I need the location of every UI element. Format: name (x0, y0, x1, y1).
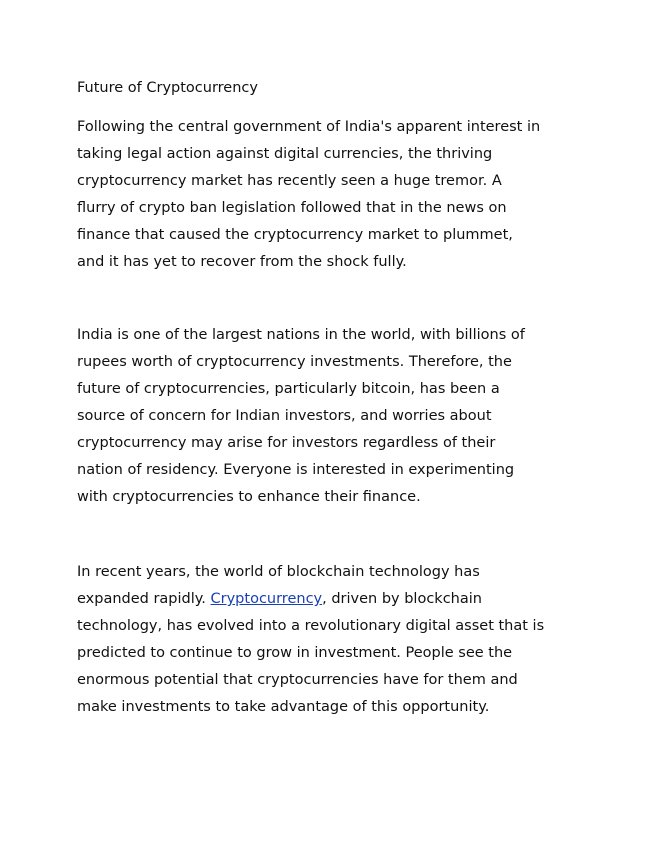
paragraph-line: finance that caused the cryptocurrency market to plummet, (77, 227, 513, 243)
paragraph-line: India is one of the largest nations in the world, with billions of (77, 327, 525, 343)
paragraph-line: with cryptocurrencies to enhance their finance. (77, 489, 421, 505)
link-suffix-text: , driven by blockchain (322, 591, 482, 607)
paragraph-line: source of concern for Indian investors, and worries about (77, 408, 492, 424)
paragraph-3 (77, 559, 592, 721)
cryptocurrency-link[interactable]: Cryptocurrency (210, 591, 323, 607)
link-prefix-text: expanded rapidly. (77, 591, 211, 607)
paragraph-line: enormous potential that cryptocurrencies have for them and (77, 672, 518, 688)
paragraph-line: rupees worth of cryptocurrency investments. Therefore, the (77, 354, 512, 370)
paragraph-line-with-link (77, 586, 592, 613)
paragraph-line: and it has yet to recover from the shock fully. (77, 254, 407, 270)
paragraph-line: technology, has evolved into a revolutionary digital asset that is (77, 618, 545, 634)
paragraph-line: make investments to take advantage of this opportunity. (77, 699, 490, 715)
paragraph-line: cryptocurrency market has recently seen a huge tremor. A (77, 173, 502, 189)
paragraph-line: flurry of crypto ban legislation followed that in the news on (77, 200, 507, 216)
paragraph-line: predicted to continue to grow in investment. People see the (77, 645, 513, 661)
paragraph-2 (77, 322, 592, 511)
paragraph-1 (77, 114, 592, 276)
document-title: Future of Cryptocurrency (77, 80, 258, 96)
paragraph-line: taking legal action against digital currencies, the thriving (77, 146, 493, 162)
paragraph-line: nation of residency. Everyone is interested in experimenting (77, 462, 515, 478)
paragraph-line: cryptocurrency may arise for investors regardless of their (77, 435, 496, 451)
paragraph-line: Following the central government of India's apparent interest in (77, 119, 541, 135)
paragraph-line: In recent years, the world of blockchain technology has (77, 564, 480, 580)
paragraph-line: future of cryptocurrencies, particularly bitcoin, has been a (77, 381, 500, 397)
